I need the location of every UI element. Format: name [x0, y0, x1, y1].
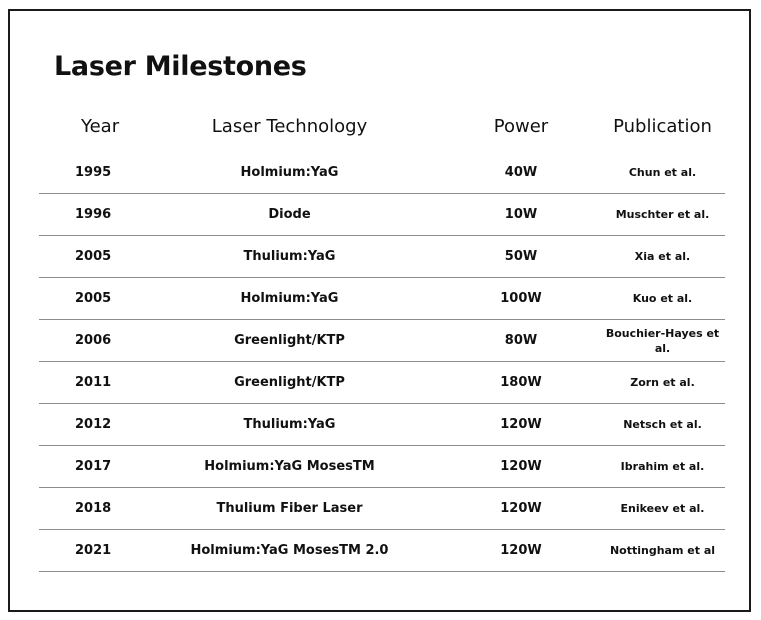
column-header-power: Power [493, 115, 549, 137]
technology-cell: Greenlight/KTP [234, 333, 345, 348]
power-cell: 180W [500, 375, 542, 390]
year-cell: 2006 [75, 333, 112, 348]
table-row [39, 530, 725, 572]
power-cell: 10W [504, 207, 538, 222]
publication-cell: Nottingham et al [609, 544, 716, 557]
year-cell: 2021 [75, 543, 112, 558]
power-cell: 120W [500, 543, 542, 558]
power-cell: 50W [504, 249, 538, 264]
year-cell: 2012 [75, 417, 112, 432]
year-cell: 2005 [75, 249, 112, 264]
technology-cell: Holmium:YaG MosesTM 2.0 [190, 543, 389, 558]
year-cell: 1995 [75, 165, 112, 180]
table-header [39, 108, 725, 144]
power-cell: 120W [500, 501, 542, 516]
publication-cell: Muschter et al. [615, 208, 710, 221]
table-row [39, 404, 725, 446]
power-cell: 100W [500, 291, 542, 306]
power-cell: 40W [504, 165, 538, 180]
table-row [39, 194, 725, 236]
table-row [39, 446, 725, 488]
table-row [39, 320, 725, 362]
year-cell: 2005 [75, 291, 112, 306]
column-header-publication: Publication [613, 115, 712, 137]
publication-cell: Chun et al. [628, 166, 697, 179]
table-row [39, 362, 725, 404]
page-title: Laser Milestones [54, 51, 307, 82]
publication-cell: Zorn et al. [630, 376, 695, 389]
column-header-year: Year [81, 115, 120, 137]
year-cell: 1996 [75, 207, 112, 222]
year-cell: 2011 [75, 375, 112, 390]
table-body [39, 152, 725, 572]
publication-cell: Netsch et al. [623, 418, 702, 431]
technology-cell: Thulium Fiber Laser [216, 501, 363, 516]
publication-cell: Enikeev et al. [620, 502, 705, 515]
technology-cell: Holmium:YaG MosesTM [204, 459, 375, 474]
table-row [39, 152, 725, 194]
power-cell: 80W [504, 333, 538, 348]
milestones-table [39, 108, 725, 572]
table-row [39, 278, 725, 320]
technology-cell: Greenlight/KTP [234, 375, 345, 390]
publication-cell: Xia et al. [634, 250, 691, 263]
year-cell: 2017 [75, 459, 112, 474]
table-row [39, 236, 725, 278]
power-cell: 120W [500, 417, 542, 432]
publication-cell: Ibrahim et al. [620, 460, 705, 473]
column-header-laser-technology: Laser Technology [211, 115, 368, 137]
technology-cell: Holmium:YaG [240, 165, 339, 180]
publication-cell: Bouchier-Hayes et al. [605, 326, 720, 355]
technology-cell: Thulium:YaG [243, 249, 336, 264]
technology-cell: Diode [268, 207, 311, 222]
technology-cell: Holmium:YaG [240, 291, 339, 306]
publication-cell: Kuo et al. [632, 292, 693, 305]
technology-cell: Thulium:YaG [243, 417, 336, 432]
year-cell: 2018 [75, 501, 112, 516]
table-row [39, 488, 725, 530]
power-cell: 120W [500, 459, 542, 474]
